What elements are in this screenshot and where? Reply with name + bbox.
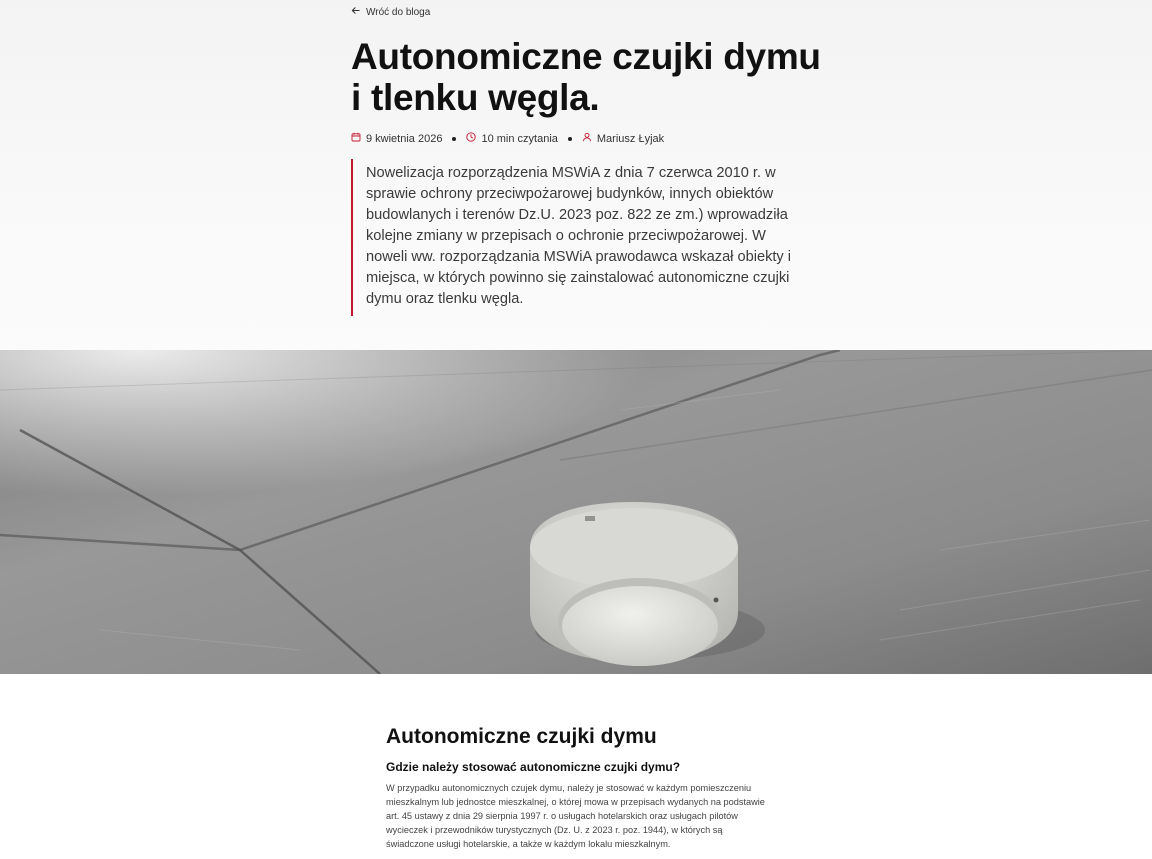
- article-meta: [351, 132, 664, 145]
- back-link-label: Wróć do bloga: [366, 6, 431, 18]
- subsection-heading: Gdzie należy stosować autonomiczne czujki dymu?: [386, 760, 681, 774]
- clock-icon: [466, 132, 476, 145]
- date-text: 9 kwietnia 2026: [366, 132, 443, 145]
- article-title: Autonomiczne czujki dymu i tlenku węgla.: [351, 36, 821, 118]
- meta-date: [351, 132, 442, 145]
- read-time-text: 10 min czytania: [481, 132, 558, 145]
- meta-author: [582, 132, 664, 145]
- article-lead: Nowelizacja rozporządzenia MSWiA z dnia 7 czerwca 2010 r. w sprawie ochrony przeciwpożarowej budynków, innych obiektów budowlanych i terenów Dz.U. 2023 poz. 822 ze zm.) wprowadziła kolejne zmiany w przepisach o ochronie przeciwpożarowej. W noweli ww. rozporządzania MSWiA prawodawca wskazał obiekty i miejsca, w których powinno się zainstalować autonomiczne czujki dymu oraz tlenku węgla.: [351, 159, 801, 316]
- article-body: [386, 724, 766, 851]
- meta-separator: [452, 137, 456, 141]
- article-hero-image: [0, 350, 1152, 674]
- user-icon: [582, 132, 592, 145]
- article-header: [0, 0, 1152, 350]
- body-paragraph: W przypadku autonomicznych czujek dymu, należy je stosować w każdym pomieszczeniu mieszkalnym lub jednostce mieszkalnej, o której mowa w przepisach wydanych na podstawie art. 45 ustawy z dnia 29 sierpnia 1997 r. o usługach hotelarskich oraz usługach pilotów wycieczek i przewodników turystycznych (Dz. U. z 2023 r. poz. 1944), w których są świadczone usługi hotelarskie, a także w każdym lokalu mieszkalnym.: [386, 783, 765, 849]
- meta-separator: [568, 137, 572, 141]
- calendar-icon: [351, 132, 361, 145]
- arrow-left-icon: [351, 6, 360, 18]
- author-text: Mariusz Łyjak: [596, 132, 665, 145]
- back-to-blog-link[interactable]: [351, 6, 430, 18]
- section-heading: Autonomiczne czujki dymu: [386, 725, 657, 748]
- meta-read-time: [466, 132, 557, 145]
